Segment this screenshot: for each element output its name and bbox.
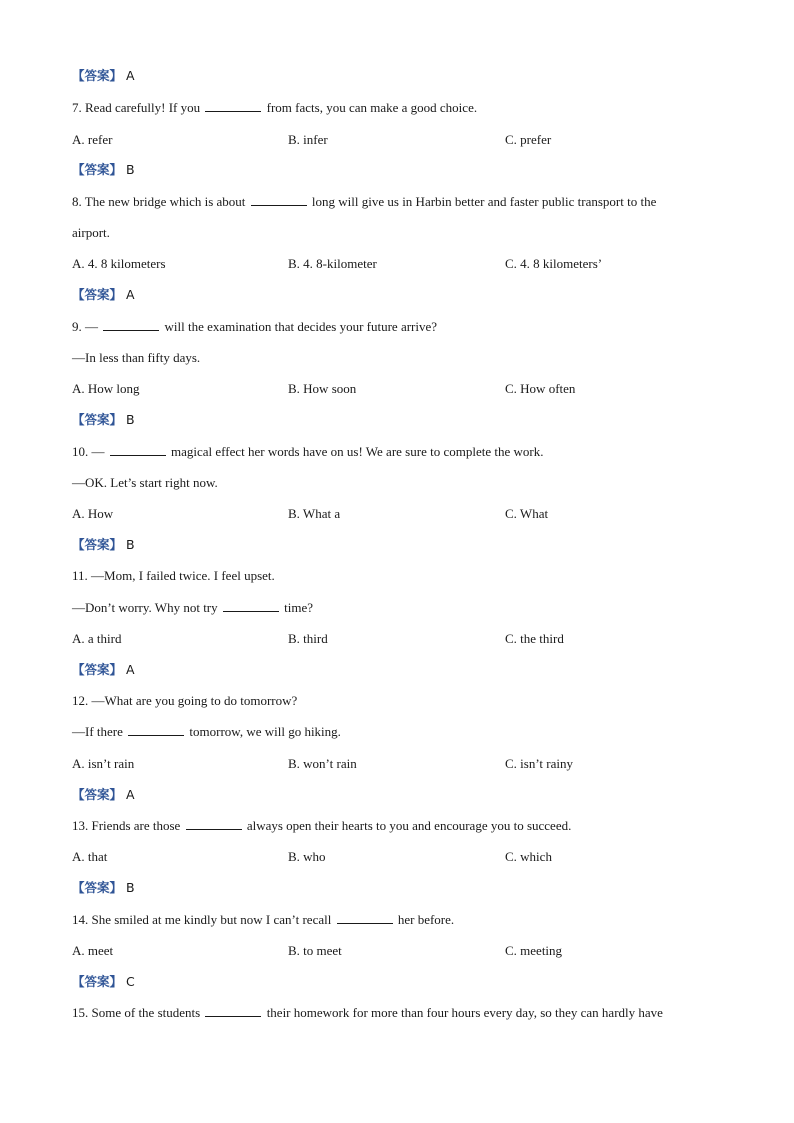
option-b: B. to meet: [288, 943, 342, 958]
option-a: A. meet: [72, 943, 114, 958]
question-text: tomorrow, we will go hiking.: [189, 724, 341, 739]
answer-tag: 【答案】: [72, 162, 123, 177]
option-c: C. meeting: [505, 943, 563, 958]
option-c: C. What: [505, 506, 549, 521]
option-b: B. How soon: [288, 381, 357, 396]
question-text: 7. Read carefully! If you: [72, 100, 201, 115]
text-line: 12. —What are you going to do tomorrow?: [72, 693, 298, 708]
question-text: 8. The new bridge which is about: [72, 194, 246, 209]
question-line: [72, 100, 477, 116]
option-c: C. isn’t rainy: [505, 756, 574, 771]
question-text: 15. Some of the students: [72, 1005, 201, 1020]
option-b: B. What a: [288, 506, 341, 521]
question-text: 9. —: [72, 319, 98, 334]
answer-value: B: [126, 162, 135, 177]
answer-line: [72, 662, 135, 678]
answer-blank: [186, 818, 242, 830]
answer-line: [72, 68, 135, 84]
question-text: will the examination that decides your future arrive?: [164, 319, 438, 334]
question-text: 14. She smiled at me kindly but now I can’t recall: [72, 912, 332, 927]
answer-tag: 【答案】: [72, 287, 123, 302]
answer-blank: [103, 319, 159, 331]
answer-value: B: [126, 880, 135, 895]
answer-value: A: [126, 287, 135, 302]
answer-tag: 【答案】: [72, 537, 123, 552]
question-text: their homework for more than four hours every day, so they can hardly have: [266, 1005, 663, 1020]
option-a: A. that: [72, 849, 108, 864]
answer-line: [72, 287, 135, 303]
question-line: [72, 600, 313, 616]
answer-tag: 【答案】: [72, 787, 123, 802]
question-text: from facts, you can make a good choice.: [266, 100, 478, 115]
answer-blank: [205, 100, 261, 112]
question-line: [72, 818, 571, 834]
option-a: A. isn’t rain: [72, 756, 135, 771]
answer-blank: [128, 724, 184, 736]
answer-line: [72, 537, 135, 553]
question-text: magical effect her words have on us! We are sure to complete the work.: [171, 444, 544, 459]
answer-value: C: [126, 974, 135, 989]
question-line: [72, 912, 454, 928]
answer-value: B: [126, 537, 135, 552]
answer-blank: [110, 444, 166, 456]
answer-tag: 【答案】: [72, 662, 123, 677]
answer-line: [72, 162, 135, 178]
question-text: 10. —: [72, 444, 105, 459]
answer-blank: [251, 194, 307, 206]
option-b: B. who: [288, 849, 326, 864]
answer-blank: [223, 600, 279, 612]
question-text: 13. Friends are those: [72, 818, 181, 833]
option-b: B. won’t rain: [288, 756, 357, 771]
option-c: C. which: [505, 849, 552, 864]
option-c: C. prefer: [505, 132, 552, 147]
answer-tag: 【答案】: [72, 880, 123, 895]
answer-value: A: [126, 787, 135, 802]
text-line: 11. —Mom, I failed twice. I feel upset.: [72, 568, 275, 583]
question-text: time?: [284, 600, 314, 615]
question-text: long will give us in Harbin better and faster public transport to the: [311, 194, 657, 209]
answer-blank: [205, 1005, 261, 1017]
answer-tag: 【答案】: [72, 68, 123, 83]
answer-tag: 【答案】: [72, 974, 123, 989]
option-b: B. 4. 8-kilometer: [288, 256, 377, 271]
question-line: [72, 319, 437, 335]
option-c: C. 4. 8 kilometers’: [505, 256, 603, 271]
answer-line: [72, 787, 135, 803]
option-a: A. 4. 8 kilometers: [72, 256, 166, 271]
option-b: B. infer: [288, 132, 328, 147]
option-c: C. How often: [505, 381, 576, 396]
question-line: [72, 1005, 663, 1021]
question-text: her before.: [397, 912, 455, 927]
option-c: C. the third: [505, 631, 564, 646]
option-a: A. How long: [72, 381, 140, 396]
option-a: A. How: [72, 506, 114, 521]
answer-tag: 【答案】: [72, 412, 123, 427]
answer-line: [72, 412, 135, 428]
question-text: —Don’t worry. Why not try: [72, 600, 218, 615]
option-b: B. third: [288, 631, 328, 646]
question-text: —If there: [72, 724, 123, 739]
option-a: A. refer: [72, 132, 113, 147]
question-text: always open their hearts to you and encourage you to succeed.: [246, 818, 572, 833]
answer-value: A: [126, 68, 135, 83]
answer-line: [72, 880, 135, 896]
question-line: [72, 724, 341, 740]
question-line: [72, 194, 656, 210]
answer-value: A: [126, 662, 135, 677]
answer-value: B: [126, 412, 135, 427]
text-line: airport.: [72, 225, 110, 240]
question-line: [72, 444, 543, 460]
text-line: —In less than fifty days.: [72, 350, 201, 365]
answer-blank: [337, 912, 393, 924]
option-a: A. a third: [72, 631, 122, 646]
answer-line: [72, 974, 135, 990]
text-line: —OK. Let’s start right now.: [72, 475, 218, 490]
